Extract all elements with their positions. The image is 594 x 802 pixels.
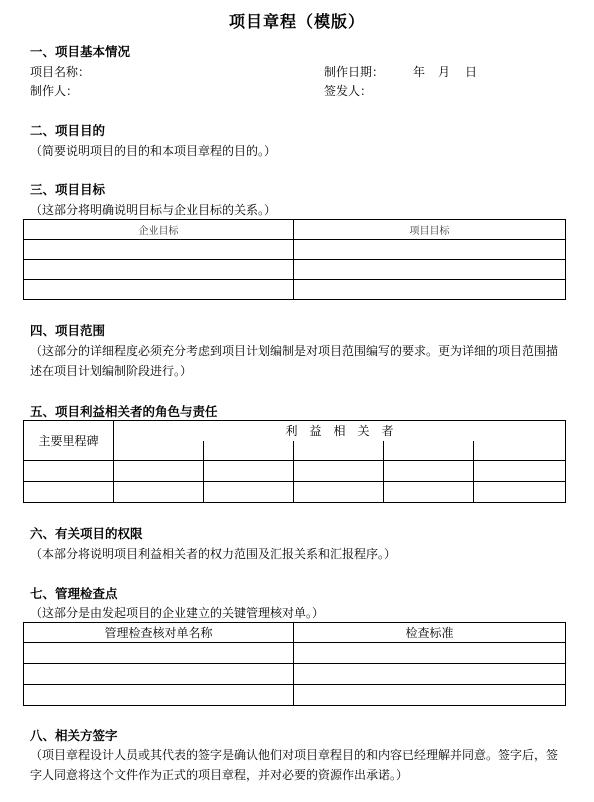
table-cell[interactable] [294, 664, 566, 685]
stakeholder-cell[interactable] [474, 441, 566, 461]
table-cell[interactable] [24, 643, 294, 664]
document-title: 项目章程（模版） [228, 12, 365, 31]
section-7-note: （这部分是由发起项目的企业建立的关键管理核对单。） [30, 606, 325, 620]
table-cell[interactable] [24, 482, 114, 503]
table-row [24, 260, 566, 280]
table-cell[interactable] [294, 461, 384, 482]
table-row [24, 482, 566, 503]
issuer-label: 签发人： [324, 84, 373, 98]
table-cell[interactable] [294, 643, 566, 664]
section-2-note: （简要说明项目的目的和本项目章程的目的。） [30, 144, 277, 158]
section-2-heading: 二、项目目的 [30, 123, 106, 138]
table-row [24, 685, 566, 706]
table-cell[interactable] [384, 482, 474, 503]
table-cell[interactable] [114, 461, 204, 482]
stakeholder-cell[interactable] [384, 441, 474, 461]
checkpoint-table [23, 622, 566, 706]
section-7-heading: 七、管理检查点 [30, 586, 118, 601]
table-cell[interactable] [384, 461, 474, 482]
section-6-heading: 六、有关项目的权限 [30, 526, 143, 541]
section-8-heading: 八、相关方签字 [30, 728, 118, 743]
header-project-objective: 项目目标 [294, 220, 566, 240]
table-row [24, 280, 566, 300]
section-6-note: （本部分将说明项目利益相关者的权力范围及汇报关系和汇报程序。） [30, 547, 397, 561]
table-cell[interactable] [204, 461, 294, 482]
header-checklist-name: 管理检查核对单名称 [24, 623, 294, 643]
header-stakeholders: 利 益 相 关 者 [114, 421, 566, 441]
table-cell[interactable] [294, 240, 566, 260]
table-row [24, 664, 566, 685]
table-row [24, 643, 566, 664]
section-5-heading: 五、项目利益相关者的角色与责任 [30, 404, 218, 419]
stakeholder-cell[interactable] [294, 441, 384, 461]
date-day-label: 日 [465, 65, 478, 79]
table-cell[interactable] [24, 461, 114, 482]
header-milestone: 主要里程碑 [24, 421, 114, 461]
date-month-label: 月 [438, 65, 451, 79]
table-cell[interactable] [24, 685, 294, 706]
table-cell[interactable] [24, 240, 294, 260]
header-enterprise-objective: 企业目标 [24, 220, 294, 240]
date-year-label: 年 [413, 65, 426, 79]
section-8-note: （项目章程设计人员或其代表的签字是确认他们对项目章程目的和内容已经理解并同意。签字后，签字人同意将这个文件作为正式的项目章程，并对必要的资源作出承诺。） [30, 748, 559, 782]
section-3-heading: 三、项目目标 [30, 182, 106, 197]
table-cell[interactable] [294, 280, 566, 300]
author-label: 制作人： [30, 84, 79, 98]
section-4-heading: 四、项目范围 [30, 323, 106, 338]
section-1-heading: 一、项目基本情况 [30, 44, 131, 59]
header-check-standard: 检查标准 [294, 623, 566, 643]
table-cell[interactable] [24, 260, 294, 280]
stakeholder-cell[interactable] [204, 441, 294, 461]
table-cell[interactable] [114, 482, 204, 503]
table-cell[interactable] [474, 482, 566, 503]
stakeholder-table [23, 420, 566, 503]
section-4-note: （这部分的详细程度必须充分考虑到项目计划编制是对项目范围编写的要求。更为详细的项目范围描述在项目计划编制阶段进行。） [30, 344, 559, 378]
project-name-label: 项目名称： [30, 65, 91, 79]
table-cell[interactable] [294, 260, 566, 280]
table-row [24, 240, 566, 260]
table-cell[interactable] [24, 280, 294, 300]
date-label: 制作日期： [324, 65, 385, 79]
table-cell[interactable] [474, 461, 566, 482]
table-cell[interactable] [294, 482, 384, 503]
table-row [24, 461, 566, 482]
section-3-note: （这部分将明确说明目标与企业目标的关系。） [30, 203, 277, 217]
table-cell[interactable] [204, 482, 294, 503]
table-cell[interactable] [294, 685, 566, 706]
objectives-table [23, 219, 566, 300]
stakeholder-cell[interactable] [114, 441, 204, 461]
table-cell[interactable] [24, 664, 294, 685]
